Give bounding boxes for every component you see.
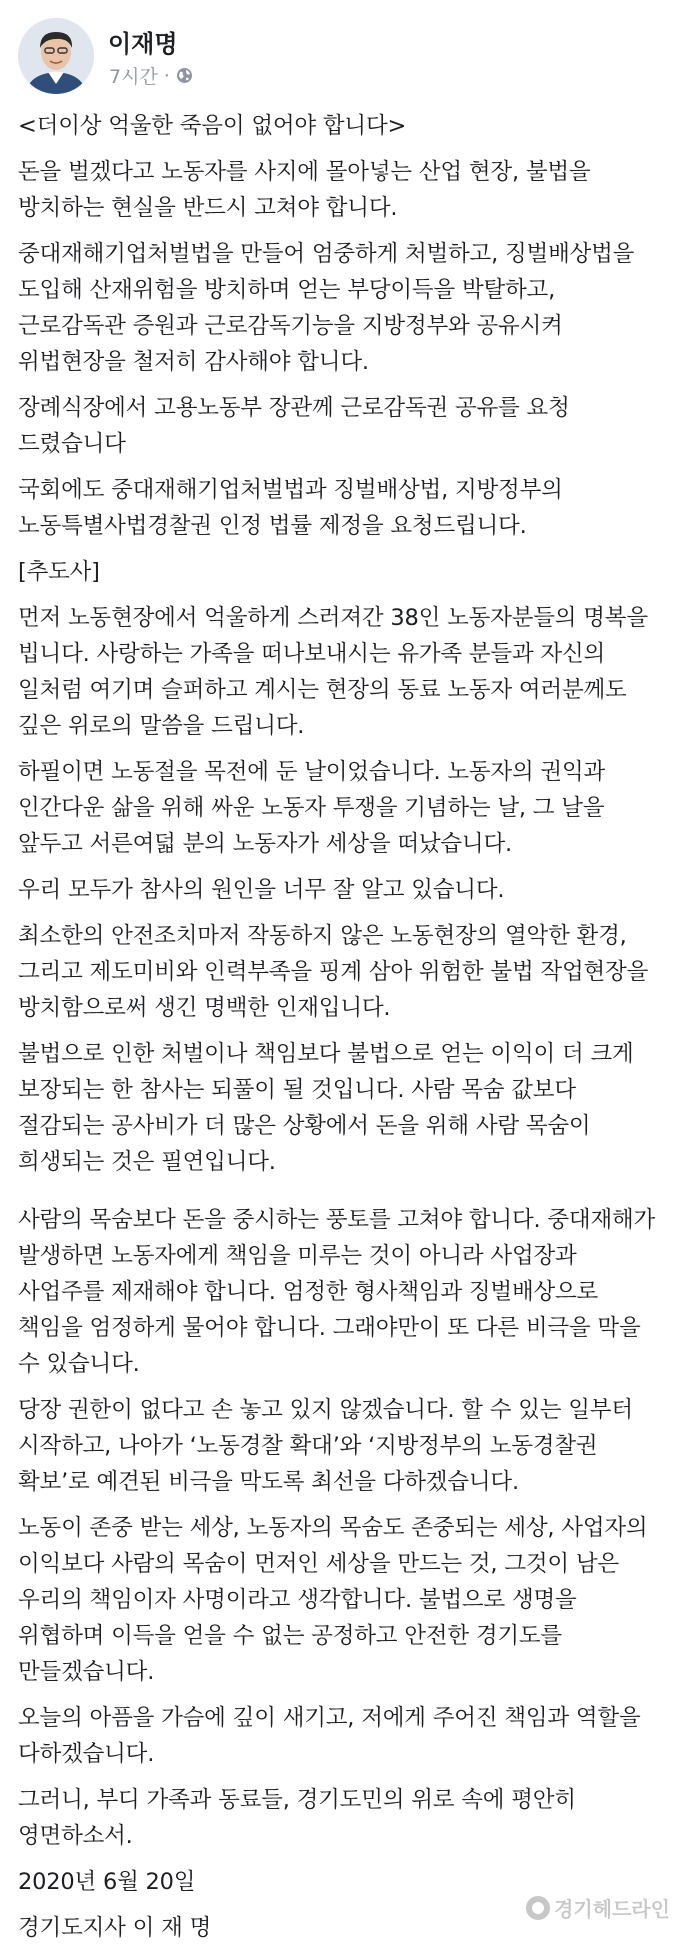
post-paragraph: 국회에도 중대재해기업처벌법과 징벌배상법, 지방정부의 노동특별사법경찰권 인정 법률 제정을 요청드립니다. <box>18 477 563 539</box>
post-paragraph: 중대재해기업처벌법을 만들어 엄중하게 처벌하고, 징벌배상법을 도입해 산재위험을 방치하며 얻는 부당이득을 박탈하고, 근로감독관 증원과 근로감독기능을 지방정부와 공유시켜 위법현장을 철저히 감사해야 합니다. <box>18 241 635 375</box>
post-time[interactable]: 7시간 <box>109 66 158 88</box>
post-body <box>18 108 666 1956</box>
post-paragraph: 장례식장에서 고용노동부 장관께 근로감독권 공유를 요청 드렸습니다 <box>18 395 570 457</box>
post-paragraph: 우리 모두가 참사의 원인을 너무 잘 알고 있습니다. <box>18 877 505 903</box>
watermark-logo-icon <box>526 1896 550 1920</box>
watermark <box>526 1893 670 1922</box>
avatar[interactable] <box>18 18 94 94</box>
post-paragraph: 그러니, 부디 가족과 동료들, 경기도민의 위로 속에 평안히 영면하소서. <box>18 1787 576 1849</box>
post-header <box>18 16 658 96</box>
post-paragraph: 사람의 목숨보다 돈을 중시하는 풍토를 고쳐야 합니다. 중대재해가 발생하면 노동자에게 책임을 미루는 것이 아니라 사업장과 사업주를 제재해야 합니다. 엄정한 형사책임과 징벌배상으로 책임을 엄정하게 물어야 합니다. 그래야만이 또 다른 비극을 막을 수 있습니다. <box>18 1207 656 1377</box>
post-paragraph: 당장 권한이 없다고 손 놓고 있지 않겠습니다. 할 수 있는 일부터 시작하고, 나아가 ‘노동경찰 확대’와 ‘지방정부의 노동경찰권 확보’로 예견된 비극을 막도록 최선을 다하겠습니다. <box>18 1397 633 1495</box>
avatar-image <box>18 18 94 94</box>
post-paragraph: 불법으로 인한 처벌이나 책임보다 불법으로 얻는 이익이 더 크게 보장되는 한 참사는 되풀이 될 것입니다. 사람 목숨 값보다 절감되는 공사비가 더 많은 상황에서 돈을 위해 사람 목숨이 희생되는 것은 필연입니다. <box>18 1041 634 1175</box>
post-paragraph: <더이상 억울한 죽음이 없어야 합니다> <box>18 113 407 139</box>
post-paragraph: 돈을 벌겠다고 노동자를 사지에 몰아넣는 산업 현장, 불법을 방치하는 현실을 반드시 고쳐야 합니다. <box>18 159 591 221</box>
post-paragraph: [추도사] <box>18 559 100 585</box>
author-name[interactable]: 이재명 <box>108 30 178 58</box>
watermark-label: 경기헤드라인 <box>554 1897 670 1921</box>
post-date: 2020년 6월 20일 <box>18 1869 196 1895</box>
post-paragraph: 먼저 노동현장에서 억울하게 스러져간 38인 노동자분들의 명복을 빕니다. 사랑하는 가족을 떠나보내시는 유가족 분들과 자신의 일처럼 여기며 슬퍼하고 계시는 현장의 동료 노동자 여러분께도 깊은 위로의 말씀을 드립니다. <box>18 605 648 739</box>
post-paragraph: 하필이면 노동절을 목전에 둔 날이었습니다. 노동자의 권익과 인간다운 삶을 위해 싸운 노동자 투쟁을 기념하는 날, 그 날을 앞두고 서른여덟 분의 노동자가 세상을 떠났습니다. <box>18 759 606 857</box>
post-meta <box>109 62 193 89</box>
globe-icon[interactable] <box>176 67 193 84</box>
post-paragraph: 오늘의 아픔을 가슴에 깊이 새기고, 저에게 주어진 책임과 역할을 다하겠습니다. <box>18 1705 641 1767</box>
post-paragraph: 최소한의 안전조치마저 작동하지 않은 노동현장의 열악한 환경, 그리고 제도미비와 인력부족을 핑계 삼아 위험한 불법 작업현장을 방치함으로써 생긴 명백한 인재입니다. <box>18 923 649 1021</box>
post-paragraph: 노동이 존중 받는 세상, 노동자의 목숨도 존중되는 세상, 사업자의 이익보다 사람의 목숨이 먼저인 세상을 만드는 것, 그것이 남은 우리의 책임이자 사명이라고 생각합니다. 불법으로 생명을 위협하며 이득을 얻을 수 없는 공정하고 안전한 경기도를 만들겠습니다. <box>18 1515 648 1685</box>
post-signature: 경기도지사 이 재 명 <box>18 1915 212 1941</box>
meta-separator: · <box>163 64 170 87</box>
